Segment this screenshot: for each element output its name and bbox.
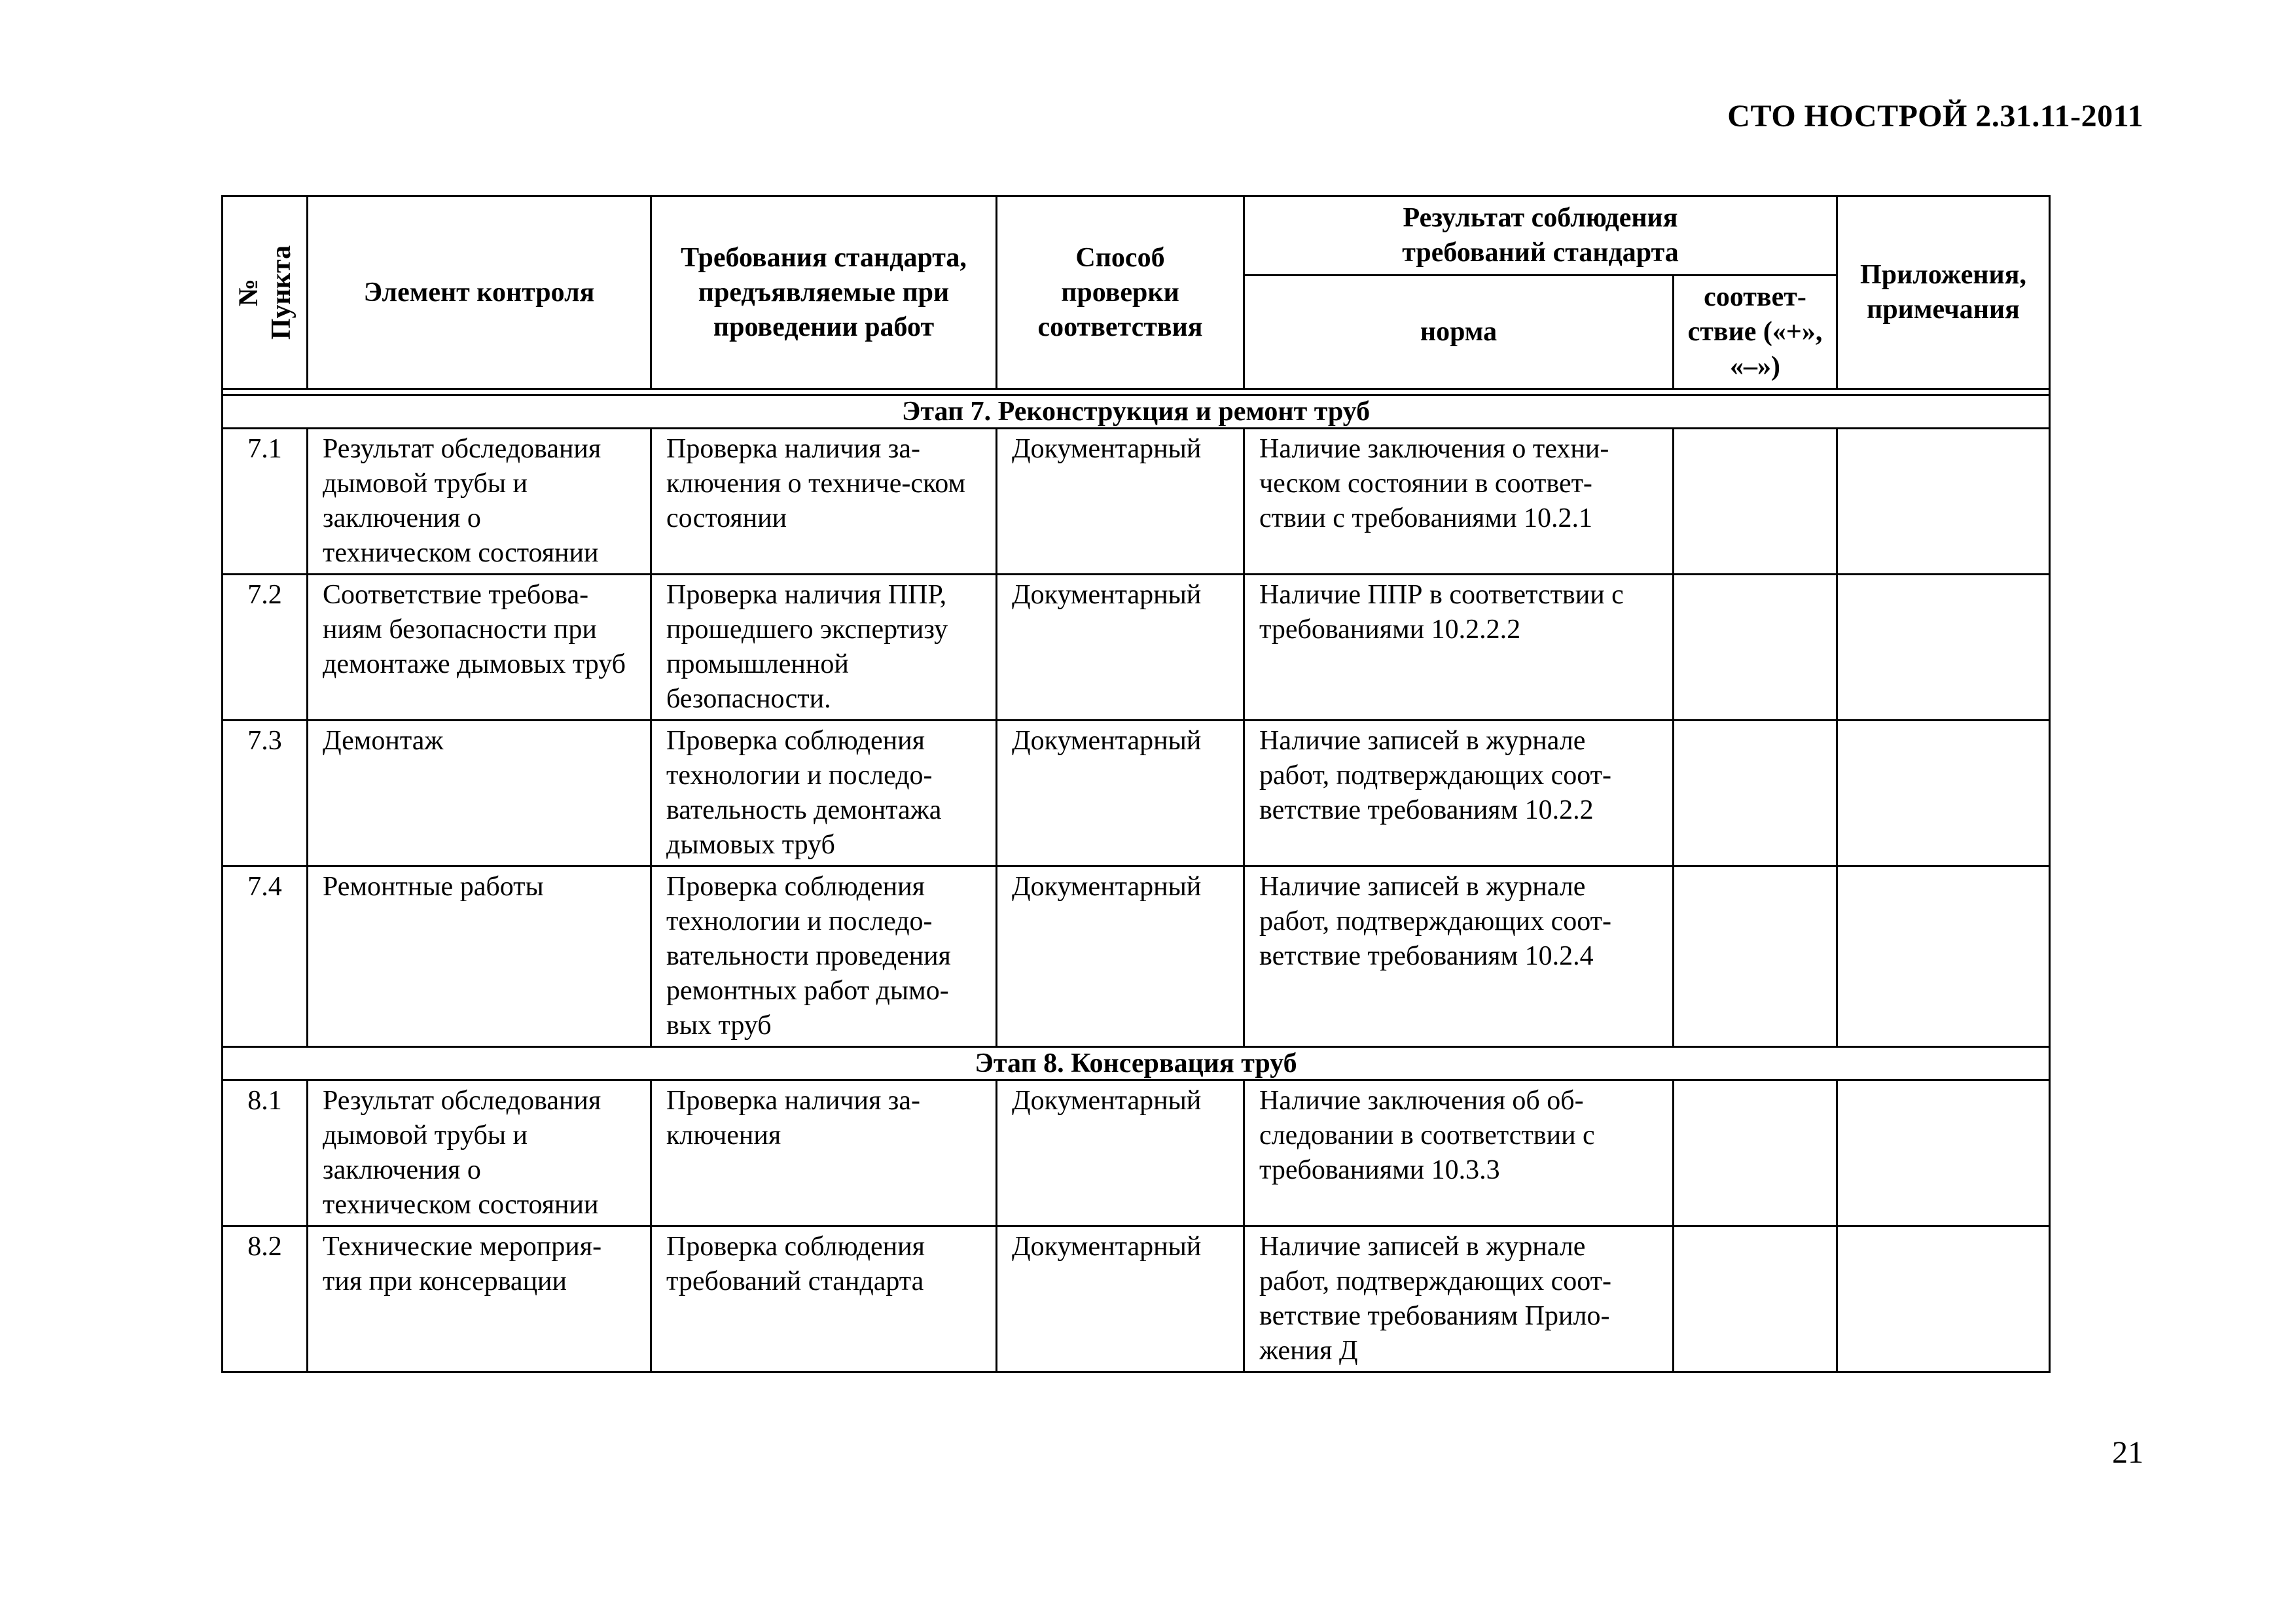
cell-method: Документарный: [997, 429, 1244, 575]
cell-requirement: Проверка наличия за-ключения о техниче-ском состоянии: [651, 429, 997, 575]
cell-element: Результат обследования дымовой трубы и заключения о техническом состоянии: [308, 429, 651, 575]
cell-notes: [1837, 721, 2050, 866]
cell-requirement: Проверка соблюдения технологии и последо-вательность демонтажа дымовых труб: [651, 721, 997, 866]
cell-compliance: [1674, 866, 1837, 1047]
document-code-header: СТО НОСТРОЙ 2.31.11-2011: [1727, 99, 2144, 134]
column-header-number: [223, 196, 308, 389]
cell-number: 7.1: [223, 429, 308, 575]
cell-element: Демонтаж: [308, 721, 651, 866]
table-row: [223, 575, 2050, 721]
cell-compliance: [1674, 1080, 1837, 1226]
cell-requirement: Проверка наличия ППР, прошедшего экспертизу промышленной безопасности.: [651, 575, 997, 721]
cell-number: 8.2: [223, 1226, 308, 1372]
table-row: [223, 429, 2050, 575]
cell-element: Соответствие требова-ниям безопасности при демонтаже дымовых труб: [308, 575, 651, 721]
page-number: 21: [2112, 1435, 2144, 1470]
cell-method: Документарный: [997, 866, 1244, 1047]
cell-norm: Наличие записей в журнале работ, подтверждающих соот-ветствие требованиям Прило-жения Д: [1244, 1226, 1674, 1372]
stage-row: [223, 1047, 2050, 1080]
stage-title: Этап 8. Консервация труб: [223, 1047, 2050, 1080]
cell-element: Результат обследования дымовой трубы и заключения о техническом состоянии: [308, 1080, 651, 1226]
column-header-requirements: Требования стандарта, предъявляемые при проведении работ: [651, 196, 997, 389]
column-header-element: Элемент контроля: [308, 196, 651, 389]
cell-notes: [1837, 1226, 2050, 1372]
table-row: [223, 866, 2050, 1047]
cell-number: 7.2: [223, 575, 308, 721]
cell-compliance: [1674, 721, 1837, 866]
cell-method: Документарный: [997, 721, 1244, 866]
column-header-method: Способ проверки соответствия: [997, 196, 1244, 389]
cell-norm: Наличие заключения об об-следовании в соответствии с требованиями 10.3.3: [1244, 1080, 1674, 1226]
cell-compliance: [1674, 1226, 1837, 1372]
cell-number: 7.4: [223, 866, 308, 1047]
cell-requirement: Проверка соблюдения требований стандарта: [651, 1226, 997, 1372]
cell-compliance: [1674, 575, 1837, 721]
column-header-number-label: Пункта: [266, 245, 296, 340]
column-header-compliance: соответ-ствие («+», «–»): [1674, 276, 1837, 389]
stage-title: Этап 7. Реконструкция и ремонт труб: [223, 395, 2050, 429]
cell-norm: Наличие записей в журнале работ, подтверждающих соот-ветствие требованиям 10.2.4: [1244, 866, 1674, 1047]
cell-notes: [1837, 866, 2050, 1047]
cell-norm: Наличие записей в журнале работ, подтверждающих соот-ветствие требованиям 10.2.2: [1244, 721, 1674, 866]
column-header-notes: Приложения, примечания: [1837, 196, 2050, 389]
cell-requirement: Проверка соблюдения технологии и последо-вательности проведения ремонтных работ дымо-вых труб: [651, 866, 997, 1047]
table-row: [223, 1080, 2050, 1226]
cell-method: Документарный: [997, 1226, 1244, 1372]
cell-number: 8.1: [223, 1080, 308, 1226]
cell-element: Ремонтные работы: [308, 866, 651, 1047]
control-table: [221, 195, 2051, 1373]
table-row: [223, 721, 2050, 866]
cell-notes: [1837, 1080, 2050, 1226]
cell-requirement: Проверка наличия за-ключения: [651, 1080, 997, 1226]
column-header-norm: норма: [1244, 276, 1674, 389]
cell-method: Документарный: [997, 1080, 1244, 1226]
cell-norm: Наличие ППР в соответствии с требованиями 10.2.2.2: [1244, 575, 1674, 721]
cell-method: Документарный: [997, 575, 1244, 721]
column-header-number-symbol: №: [233, 278, 264, 307]
cell-notes: [1837, 575, 2050, 721]
column-header-result-group: Результат соблюдения требований стандарта: [1244, 196, 1837, 276]
cell-compliance: [1674, 429, 1837, 575]
cell-norm: Наличие заключения о техни-ческом состоянии в соответ-ствии с требованиями 10.2.1: [1244, 429, 1674, 575]
table-row: [223, 1226, 2050, 1372]
cell-element: Технические мероприя-тия при консервации: [308, 1226, 651, 1372]
stage-row: [223, 395, 2050, 429]
cell-number: 7.3: [223, 721, 308, 866]
cell-notes: [1837, 429, 2050, 575]
